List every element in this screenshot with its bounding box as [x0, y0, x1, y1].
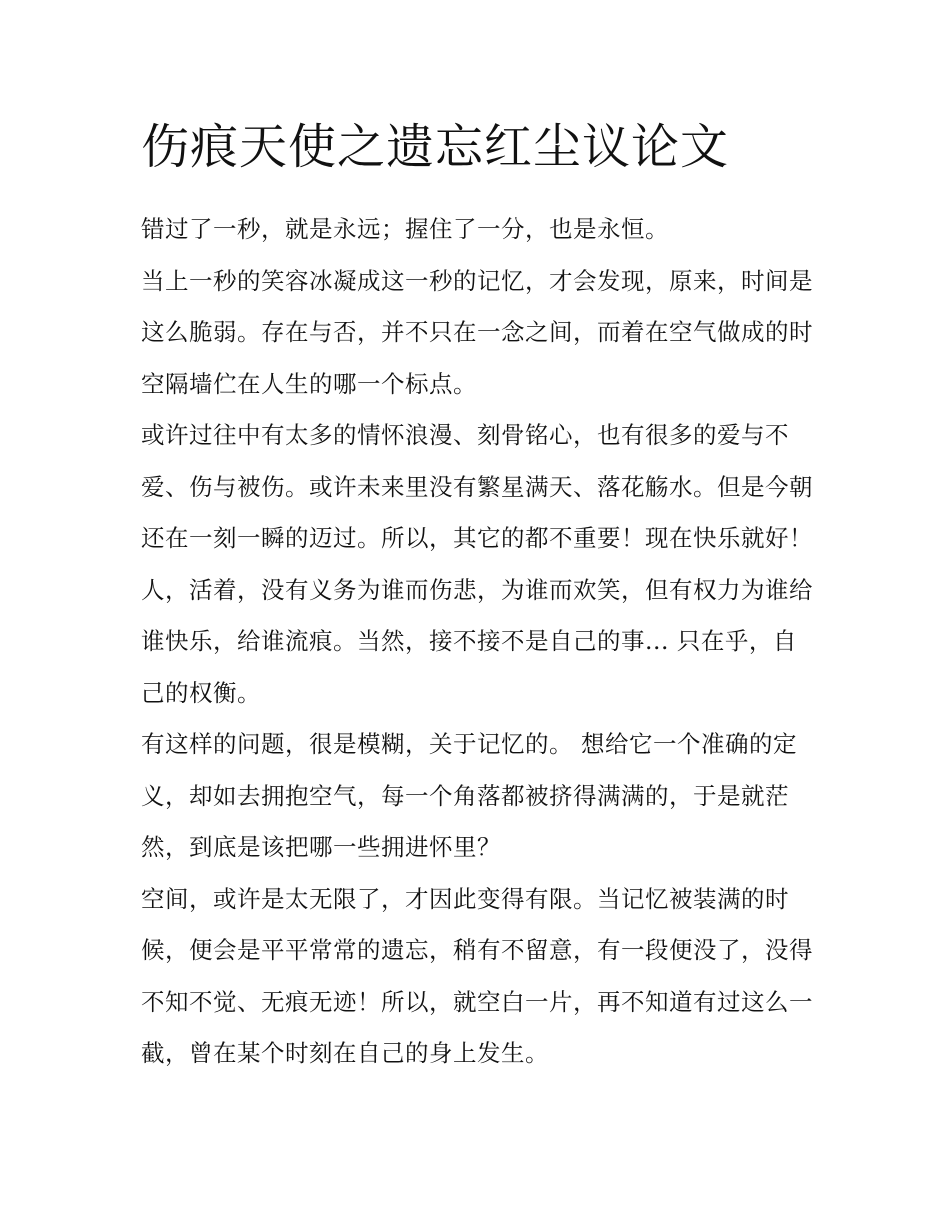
paragraph-5: 有这样的问题，很是模糊，关于记忆的。 想给它一个准确的定义，却如去拥抱空气，每一个角落都被挤得满满的，于是就茫然，到底是该把哪一些拥进怀里？: [141, 730, 797, 861]
document-page: [141, 110, 813, 1080]
paragraph-3: 或许过往中有太多的情怀浪漫、刻骨铭心，也有很多的爱与不爱、伤与被伤。或许未来里没有繁星满天、落花觞水。但是今朝还在一刻一瞬的迈过。所以，其它的都不重要！现在快乐就好！: [141, 421, 813, 552]
paragraph-4: 人，活着，没有义务为谁而伤悲，为谁而欢笑，但有权力为谁给谁快乐，给谁流痕。当然，接不接不是自己的事... 只在乎，自己的权衡。: [141, 575, 813, 707]
paragraph-1: 错过了一秒，就是永远；握住了一分，也是永恒。: [141, 215, 669, 243]
paragraph-2: 当上一秒的笑容冰凝成这一秒的记忆，才会发现，原来，时间是这么脆弱。存在与否，并不只在一念之间，而着在空气做成的时空隔墙伫在人生的哪一个标点。: [141, 266, 813, 398]
paragraph-6: 空间，或许是太无限了，才因此变得有限。当记忆被装满的时候，便会是平平常常的遗忘，稍有不留意，有一段便没了，没得不知不觉、无痕无迹！所以，就空白一片，再不知道有过这么一截，曾在某个时刻在自己的身上发生。: [141, 884, 813, 1067]
document-title: 伤痕天使之遗忘红尘议论文: [141, 119, 730, 175]
document-body: [141, 204, 813, 1080]
